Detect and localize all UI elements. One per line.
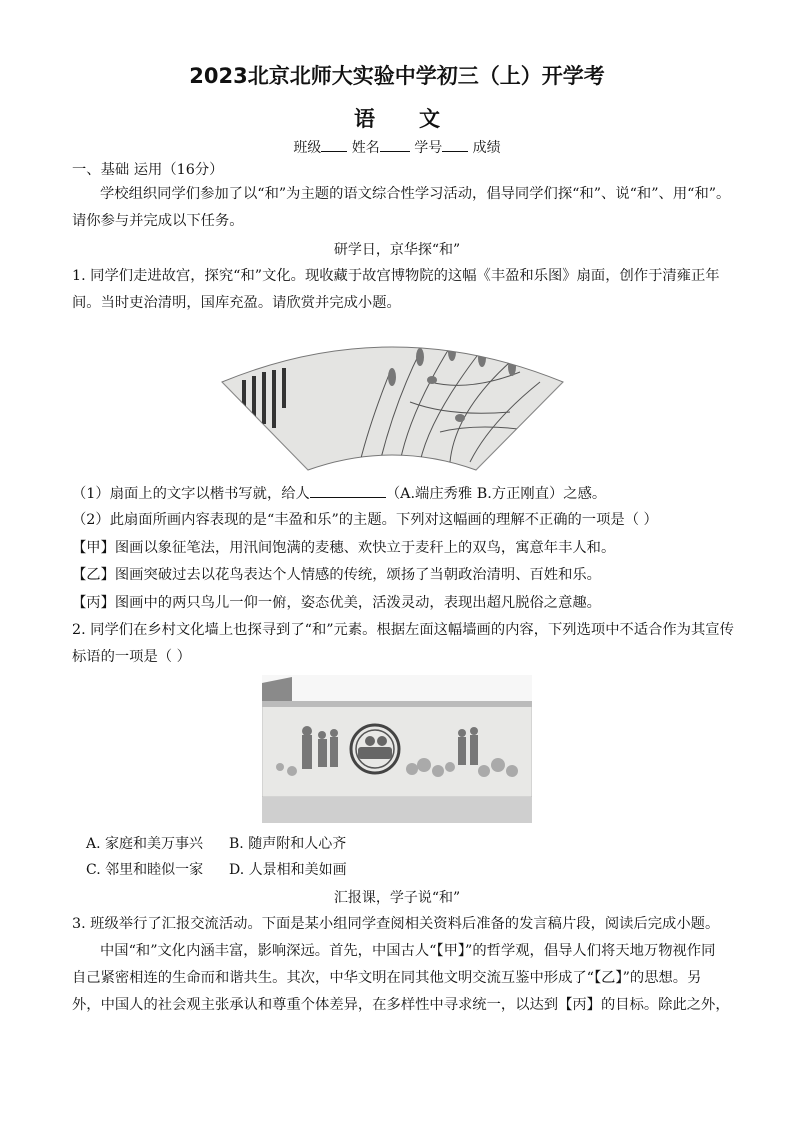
section-heading: 一、基础 运用（16分） [72, 162, 224, 178]
q1-sub1-suffix: （A.端庄秀雅 B.方正刚直）之感。 [385, 486, 607, 502]
subject-title: 语文 [354, 106, 484, 131]
q1-option-jia: 【甲】图画以象征笔法，用汛间饱满的麦穗、欢快立于麦秆上的双鸟，寓意年丰人和。 [72, 540, 616, 556]
intro-line-1: 学校组织同学们参加了以“和”为主题的语文综合性学习活动，倡导同学们探“和”、说“和”、用“和”。 [100, 186, 731, 202]
q2-option-b: B. 随声附和人心齐 [229, 836, 347, 852]
class-blank [321, 137, 347, 152]
q1-option-yi: 【乙】图画突破过去以花鸟表达个人情感的传统，颂扬了当朝政治清明、百姓和乐。 [72, 567, 601, 583]
name-label: 姓名 [351, 140, 380, 156]
q2-option-c: C. 邻里和睦似一家 [86, 862, 204, 878]
student-info-line [0, 137, 794, 157]
q1-sub1-prefix: （1）扇面上的文字以楷书写就，给人 [72, 486, 310, 502]
q2-option-a: A. 家庭和美万事兴 [86, 836, 204, 852]
q1-sub1 [72, 483, 606, 504]
subsection-title-1: 研学日，京华探“和” [333, 242, 461, 258]
number-label: 学号 [414, 140, 443, 156]
q3-line-1: 3. 班级举行了汇报交流活动。下面是某小组同学查阅相关资料后准备的发言稿片段，阅读后完成小题。 [72, 916, 720, 932]
q2-line-2: 标语的一项是（ ） [72, 649, 191, 665]
q1-line-1: 1. 同学们走进故宫，探究“和”文化。现收藏于故宫博物院的这幅《丰盈和乐图》扇面，创作于清雍正年 [72, 268, 720, 284]
q1-answer-blank[interactable] [310, 483, 386, 498]
score-label: 成绩 [472, 140, 501, 156]
name-blank [380, 137, 410, 152]
page-title: 2023北京北师大实验中学初三（上）开学考 [189, 64, 605, 88]
q3-paragraph-line-2: 自己紧密相连的生命而和谐共生。其次，中华文明在同其他文明交流互鉴中形成了“【乙】”的思想。另 [72, 970, 702, 986]
subsection-title-2: 汇报课，学子说“和” [333, 890, 461, 906]
class-label: 班级 [293, 140, 322, 156]
q1-line-2: 间。当时吏治清明，国库充盈。请欣赏并完成小题。 [72, 295, 401, 311]
q3-paragraph-line-1: 中国“和”文化内涵丰富，影响深远。首先，中国古人“【甲】”的哲学观，倡导人们将天地万物视作同 [100, 943, 716, 959]
fan-painting-image [220, 322, 565, 472]
number-blank [442, 137, 468, 152]
q2-option-d: D. 人景相和美如画 [229, 862, 347, 878]
q2-line-1: 2. 同学们在乡村文化墙上也探寻到了“和”元素。根据左面这幅墙画的内容，下列选项中不适合作为其宣传 [72, 622, 734, 638]
intro-line-2: 请你参与并完成以下任务。 [72, 213, 244, 229]
q1-sub2: （2）此扇面所画内容表现的是“丰盈和乐”的主题。下列对这幅画的理解不正确的一项是（ ） [72, 512, 658, 528]
q1-option-bing: 【丙】图画中的两只鸟儿一仰一俯，姿态优美，活泼灵动，表现出超凡脱俗之意趣。 [72, 595, 601, 611]
wall-painting-photo [262, 675, 532, 823]
q3-paragraph-line-3: 外，中国人的社会观主张承认和尊重个体差异，在多样性中寻求统一，以达到【丙】的目标。除此之外， [72, 997, 730, 1013]
